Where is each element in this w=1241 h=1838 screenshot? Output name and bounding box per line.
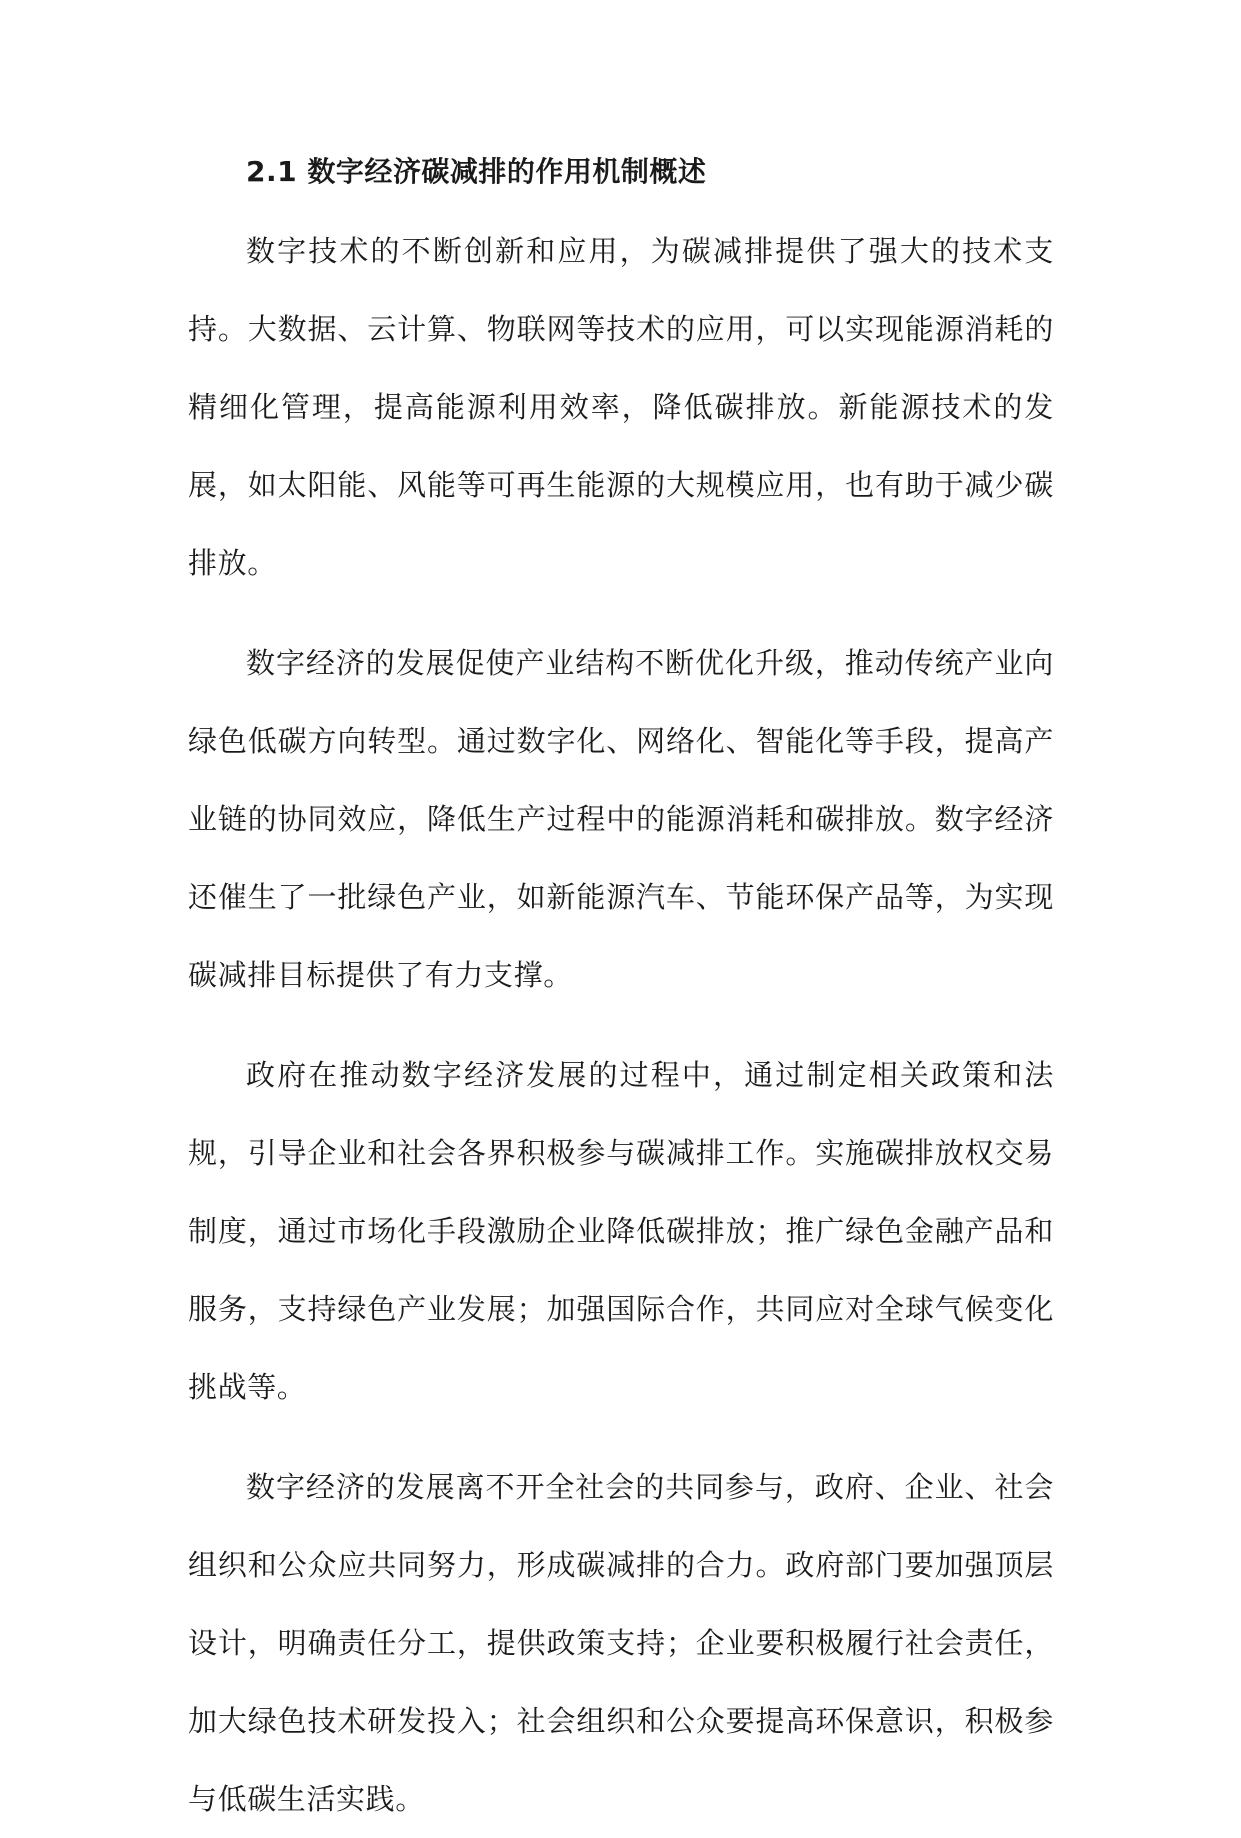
paragraph-tech-support: 数字技术的不断创新和应用，为碳减排提供了强大的技术支持。大数据、云计算、物联网等技术的应用，可以实现能源消耗的精细化管理，提高能源利用效率，降低碳排放。新能源技术的发展，如太阳能、风能等可再生能源的大规模应用，也有助于减少碳排放。 — [188, 234, 1054, 580]
paragraph-social-participation: 数字经济的发展离不开全社会的共同参与，政府、企业、社会组织和公众应共同努力，形成碳减排的合力。政府部门要加强顶层设计，明确责任分工，提供政策支持；企业要积极履行社会责任，加大绿色技术研发投入；社会组织和公众要提高环保意识，积极参与低碳生活实践。 — [188, 1470, 1054, 1816]
paragraph-industry-upgrade: 数字经济的发展促使产业结构不断优化升级，推动传统产业向绿色低碳方向转型。通过数字化、网络化、智能化等手段，提高产业链的协同效应，降低生产过程中的能源消耗和碳排放。数字经济还催生了一批绿色产业，如新能源汽车、节能环保产品等，为实现碳减排目标提供了有力支撑。 — [188, 646, 1054, 992]
section-heading: 2.1 数字经济碳减排的作用机制概述 — [246, 155, 707, 188]
document-page — [188, 150, 1054, 1838]
paragraph-government-policy: 政府在推动数字经济发展的过程中，通过制定相关政策和法规，引导企业和社会各界积极参与碳减排工作。实施碳排放权交易制度，通过市场化手段激励企业降低碳排放；推广绿色金融产品和服务，支持绿色产业发展；加强国际合作，共同应对全球气候变化挑战等。 — [188, 1058, 1054, 1404]
